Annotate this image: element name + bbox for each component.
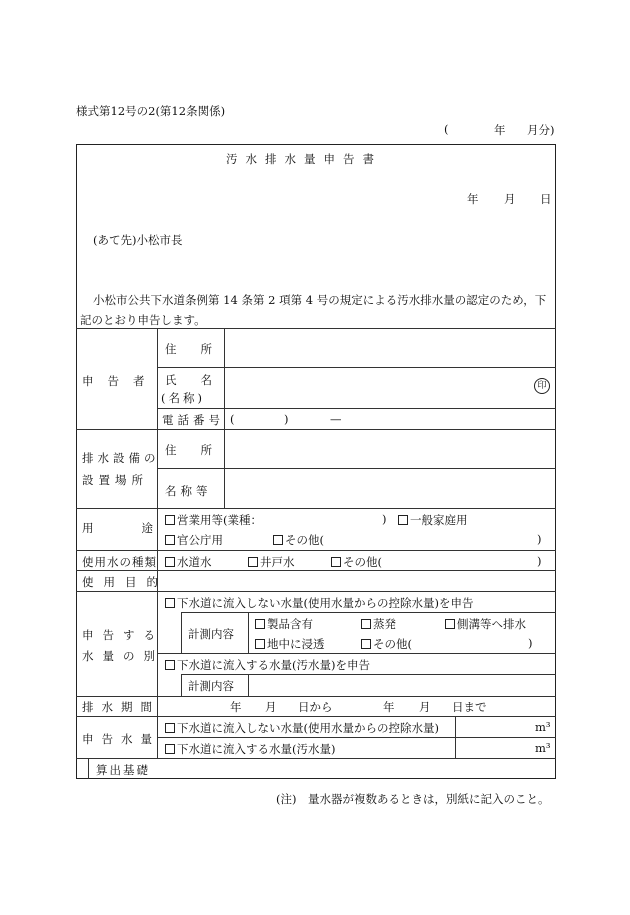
divider: [88, 758, 89, 779]
reported-not-inflow-option[interactable]: 下水道に流入しない水量(使用水量からの控除水量): [165, 720, 439, 736]
facility-label-1: 排水設備の: [82, 451, 160, 465]
period-to-day: 日まで: [452, 700, 487, 714]
applicant-label: 申告者: [82, 374, 159, 388]
divider: [76, 716, 556, 717]
date-year: 年: [467, 192, 479, 206]
divider: [76, 508, 556, 509]
purpose-label: 使用目的: [82, 575, 168, 589]
divider: [76, 758, 556, 759]
date-day: 日: [540, 192, 552, 206]
period-from-month: 月: [265, 700, 277, 714]
measure-other-close: ): [528, 636, 533, 650]
unit-cubic-meter: m³: [535, 741, 551, 755]
divider: [76, 429, 556, 430]
checkbox[interactable]: [361, 619, 371, 629]
usage-public-option[interactable]: 官公庁用: [165, 532, 223, 548]
checkbox[interactable]: [398, 515, 408, 525]
applicant-name-label: 氏名: [165, 373, 236, 387]
checkbox[interactable]: [273, 535, 283, 545]
phone-dash: —: [330, 412, 342, 426]
period-year: 年: [494, 123, 506, 137]
intro-line-2: 記のとおり申告します。: [80, 313, 206, 327]
calc-basis-label: 算出基礎: [96, 763, 150, 777]
measure-other-option[interactable]: その他(: [361, 636, 412, 652]
divider: [157, 737, 556, 738]
period-to-month: 月: [419, 700, 431, 714]
facility-label-2: 設置場所: [82, 473, 148, 487]
facility-name-label: 名称等: [165, 484, 212, 498]
seal-mark: 印: [534, 378, 550, 394]
checkbox[interactable]: [165, 598, 175, 608]
reported-volume-label: 申告水量: [82, 732, 160, 746]
measure-label: 計測内容: [188, 627, 234, 641]
water-well-option[interactable]: 井戸水: [248, 554, 295, 570]
measure-ground-option[interactable]: 地中に浸透: [255, 636, 325, 652]
divider: [76, 550, 556, 551]
usage-household-option[interactable]: 一般家庭用: [398, 512, 468, 528]
usage-other-close: ): [537, 532, 542, 546]
checkbox[interactable]: [165, 557, 175, 567]
form-title: 汚水排水量申告書: [226, 152, 382, 166]
divider: [76, 591, 556, 592]
measure-product-option[interactable]: 製品含有: [255, 616, 313, 632]
period-open: (: [444, 122, 449, 136]
checkbox[interactable]: [165, 660, 175, 670]
facility-address-label: 住所: [165, 443, 236, 457]
usage-business-option[interactable]: 営業用等(業種：: [165, 512, 262, 528]
divider: [248, 612, 249, 653]
checkbox[interactable]: [445, 619, 455, 629]
phone-label: 電話番号: [162, 413, 224, 427]
phone-open: (: [230, 412, 235, 426]
water-tap-option[interactable]: 水道水: [165, 554, 212, 570]
period-from-day: 日から: [298, 700, 333, 714]
applicant-address-label: 住所: [165, 342, 236, 356]
volume-type-label-1: 申告する: [82, 628, 164, 642]
measure-label-2: 計測内容: [188, 679, 234, 693]
unit-cubic-meter: m³: [535, 720, 551, 734]
divider: [157, 468, 556, 469]
divider: [157, 408, 556, 409]
drain-period-label: 排水期間: [82, 700, 160, 714]
checkbox[interactable]: [331, 557, 341, 567]
usage-business-close: ): [382, 512, 387, 526]
water-other-option[interactable]: その他(: [331, 554, 382, 570]
divider: [157, 653, 556, 654]
volume-inflow-option[interactable]: 下水道に流入する水量(汚水量)を申告: [165, 657, 370, 673]
water-type-label: 使用水の種類: [82, 555, 157, 569]
volume-type-label-2: 水量の別: [82, 649, 164, 663]
checkbox[interactable]: [255, 639, 265, 649]
checkbox[interactable]: [165, 535, 175, 545]
period-from-year: 年: [230, 700, 242, 714]
measure-ditch-option[interactable]: 側溝等へ排水: [445, 616, 526, 632]
measure-evaporation-option[interactable]: 蒸発: [361, 616, 396, 632]
usage-label: 用途: [82, 521, 201, 535]
divider: [181, 674, 556, 675]
checkbox[interactable]: [255, 619, 265, 629]
divider: [76, 328, 556, 329]
reported-inflow-option[interactable]: 下水道に流入する水量(汚水量): [165, 741, 335, 757]
applicant-name-sub-label: (名称): [161, 391, 205, 405]
period-to-year: 年: [383, 700, 395, 714]
addressee: (あて先)小松市長: [93, 233, 183, 247]
checkbox[interactable]: [361, 639, 371, 649]
phone-close: ): [284, 412, 289, 426]
water-other-close: ): [537, 554, 542, 568]
period-month: 月分): [527, 123, 555, 137]
divider: [455, 716, 456, 758]
checkbox[interactable]: [165, 515, 175, 525]
divider: [181, 612, 556, 613]
checkbox[interactable]: [165, 744, 175, 754]
footnote: (注) 量水器が複数あるときは，別紙に記入のこと。: [276, 792, 550, 806]
divider: [181, 674, 182, 696]
divider: [76, 696, 556, 697]
date-month: 月: [504, 192, 516, 206]
checkbox[interactable]: [165, 723, 175, 733]
form-number: 様式第12号の2(第12条関係): [76, 104, 226, 118]
intro-line-1: 小松市公共下水道条例第 14 条第 2 項第 4 号の規定による汚水排水量の認定のため，下: [93, 293, 547, 307]
divider: [76, 570, 556, 571]
divider: [248, 674, 249, 696]
divider: [181, 612, 182, 653]
usage-other-option[interactable]: その他(: [273, 532, 324, 548]
volume-not-inflow-option[interactable]: 下水道に流入しない水量(使用水量からの控除水量)を申告: [165, 595, 473, 611]
checkbox[interactable]: [248, 557, 258, 567]
divider: [157, 367, 556, 368]
